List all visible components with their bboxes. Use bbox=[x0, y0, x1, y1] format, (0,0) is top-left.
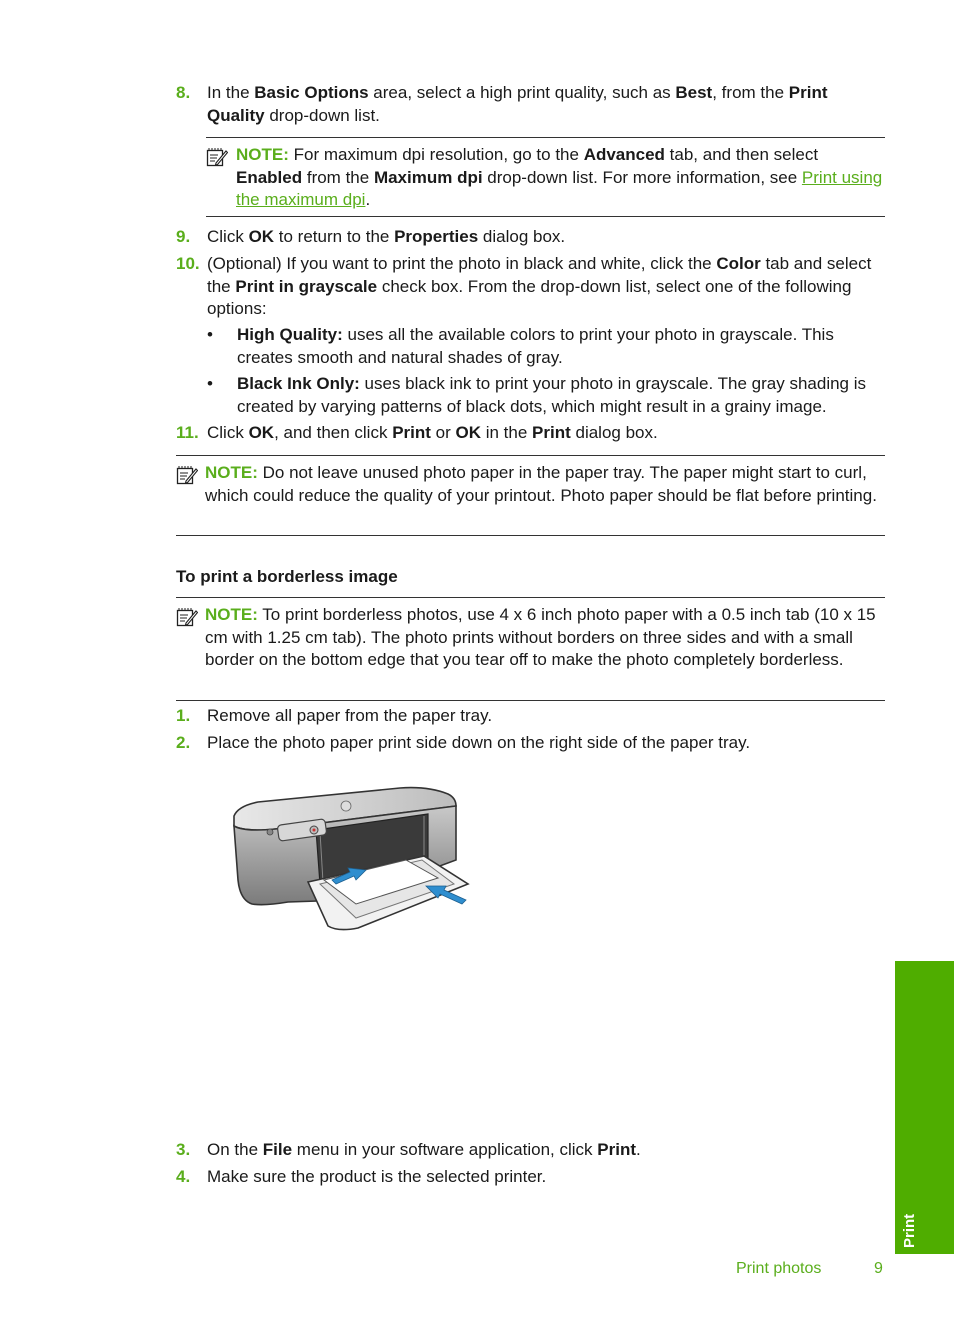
text-run: drop-down list. bbox=[264, 105, 380, 125]
step-number: 11. bbox=[176, 423, 199, 442]
text-run: To print borderless photos, use 4 x 6 inch photo paper with a 0.5 inch tab (10 x 15 cm with 1.25 cm tab). The photo prints without borders on three sides and with a small border on the bottom edge that you tear off to make the photo completely borderless. bbox=[205, 605, 876, 669]
text-run: . bbox=[636, 1140, 641, 1159]
text-run: dialog box. bbox=[478, 227, 566, 246]
text-run: to return to the bbox=[274, 227, 395, 246]
note-pad-icon bbox=[206, 147, 228, 167]
step-4 bbox=[176, 1166, 886, 1189]
text-run: uses black ink to print your photo in grayscale. The gray shading is created by varying patterns of black dots, which might result in a grainy image. bbox=[237, 374, 867, 416]
bullet-high-quality bbox=[207, 324, 887, 369]
note-rule-top bbox=[206, 137, 885, 138]
text-run: , from the bbox=[712, 83, 789, 102]
note-text bbox=[205, 463, 877, 505]
step-number: 2. bbox=[176, 733, 191, 752]
note-text bbox=[236, 145, 882, 209]
bold-term: Black Ink Only: bbox=[237, 374, 360, 393]
text-run: area, select a high print quality, such as bbox=[368, 83, 676, 102]
text-run: uses all the available colors to print your photo in grayscale. This creates smooth and natural shades of gray. bbox=[237, 325, 834, 367]
step-1 bbox=[176, 705, 886, 728]
section-heading: To print a borderless image bbox=[176, 567, 398, 586]
step-text bbox=[207, 253, 886, 321]
chapter-tab-label: Print bbox=[901, 1213, 918, 1248]
text-run: menu in your software application, click bbox=[292, 1140, 598, 1159]
note-rule-bottom bbox=[176, 535, 885, 536]
text-run: or bbox=[430, 423, 456, 442]
bullet-text bbox=[237, 373, 887, 418]
note-pad-icon bbox=[176, 465, 198, 485]
bold-term: Print in grayscale bbox=[235, 276, 378, 296]
bold-term: OK bbox=[455, 423, 481, 442]
bold-term: OK bbox=[248, 423, 275, 442]
bold-term: Properties bbox=[394, 227, 479, 246]
note-label: NOTE: bbox=[205, 605, 258, 624]
step-number: 10. bbox=[176, 254, 200, 273]
step-text bbox=[207, 705, 886, 728]
step-text bbox=[207, 1166, 886, 1189]
text-run: In the bbox=[207, 83, 255, 102]
step-text bbox=[207, 422, 886, 445]
text-run: . bbox=[365, 190, 371, 209]
text-run: Make sure the product is the selected printer. bbox=[207, 1167, 547, 1186]
step-9 bbox=[176, 226, 886, 249]
bold-term: Print Quality bbox=[207, 83, 828, 125]
text-run: tab and select the bbox=[207, 254, 872, 296]
bullet-black-ink-only bbox=[207, 373, 887, 418]
note-label: NOTE: bbox=[205, 463, 258, 482]
text-run: Remove all paper from the paper tray. bbox=[207, 706, 493, 725]
note-rule-top bbox=[176, 597, 885, 598]
bold-term: Print bbox=[597, 1140, 636, 1159]
text-run: Click bbox=[207, 227, 249, 246]
bold-term: File bbox=[262, 1140, 293, 1159]
note-label: NOTE: bbox=[236, 145, 289, 164]
step-2 bbox=[176, 732, 886, 755]
note-rule-bottom bbox=[176, 700, 885, 701]
bullet-dot: • bbox=[207, 325, 213, 344]
step-number: 9. bbox=[176, 227, 191, 246]
text-run: Do not leave unused photo paper in the paper tray. The paper might start to curl, which could reduce the quality of your printout. Photo paper should be flat before printing. bbox=[205, 463, 877, 505]
bold-term: Best bbox=[675, 83, 713, 102]
printer-tray-illustration bbox=[228, 780, 476, 936]
note-pad-icon bbox=[176, 607, 198, 627]
step-11 bbox=[176, 422, 886, 445]
bold-term: Print bbox=[532, 423, 571, 442]
bold-term: Color bbox=[716, 254, 761, 273]
bold-term: Advanced bbox=[583, 145, 665, 164]
bullet-dot: • bbox=[207, 374, 213, 393]
text-run: , and then click bbox=[274, 423, 393, 442]
bold-term: High Quality: bbox=[237, 325, 343, 344]
step-number: 8. bbox=[176, 83, 191, 102]
bold-term: Maximum dpi bbox=[373, 167, 483, 187]
step-number: 4. bbox=[176, 1167, 191, 1186]
step-3 bbox=[176, 1139, 886, 1162]
text-run: (Optional) If you want to print the photo in black and white, click the bbox=[207, 254, 717, 273]
bold-term: Basic Options bbox=[254, 83, 369, 102]
note-rule-bottom bbox=[206, 216, 885, 217]
cross-reference-link[interactable]: Print using the maximum dpi bbox=[236, 167, 883, 209]
step-8 bbox=[176, 82, 886, 127]
note-body bbox=[205, 462, 886, 507]
step-text bbox=[207, 226, 886, 249]
text-run: check box. From the drop-down list, select one of the following options: bbox=[207, 276, 852, 318]
note-body bbox=[236, 144, 886, 212]
step-text bbox=[207, 1139, 886, 1162]
step-number: 1. bbox=[176, 706, 191, 725]
note-body bbox=[205, 604, 886, 672]
note-text bbox=[205, 605, 876, 669]
bullet-text bbox=[237, 324, 887, 369]
text-run: drop-down list. For more information, see bbox=[482, 167, 802, 187]
bold-term: Enabled bbox=[236, 167, 303, 187]
footer-section-title: Print photos bbox=[736, 1260, 822, 1277]
text-run: Click bbox=[207, 423, 249, 442]
step-text bbox=[207, 732, 886, 755]
chapter-side-tab bbox=[895, 961, 954, 1254]
bold-term: Print bbox=[392, 423, 431, 442]
text-run: Place the photo paper print side down on the right side of the paper tray. bbox=[207, 733, 751, 752]
text-run: in the bbox=[480, 423, 533, 442]
step-text bbox=[207, 82, 886, 127]
footer-page-number: 9 bbox=[874, 1260, 883, 1277]
text-run: dialog box. bbox=[570, 423, 658, 442]
bold-term: OK bbox=[248, 227, 275, 246]
text-run: tab, and then select bbox=[664, 145, 819, 164]
step-number: 3. bbox=[176, 1140, 191, 1159]
note-rule-top bbox=[176, 455, 885, 456]
text-run: from the bbox=[302, 167, 374, 187]
text-run: On the bbox=[207, 1140, 263, 1159]
step-10 bbox=[176, 253, 886, 321]
text-run: For maximum dpi resolution, go to the bbox=[288, 145, 584, 164]
